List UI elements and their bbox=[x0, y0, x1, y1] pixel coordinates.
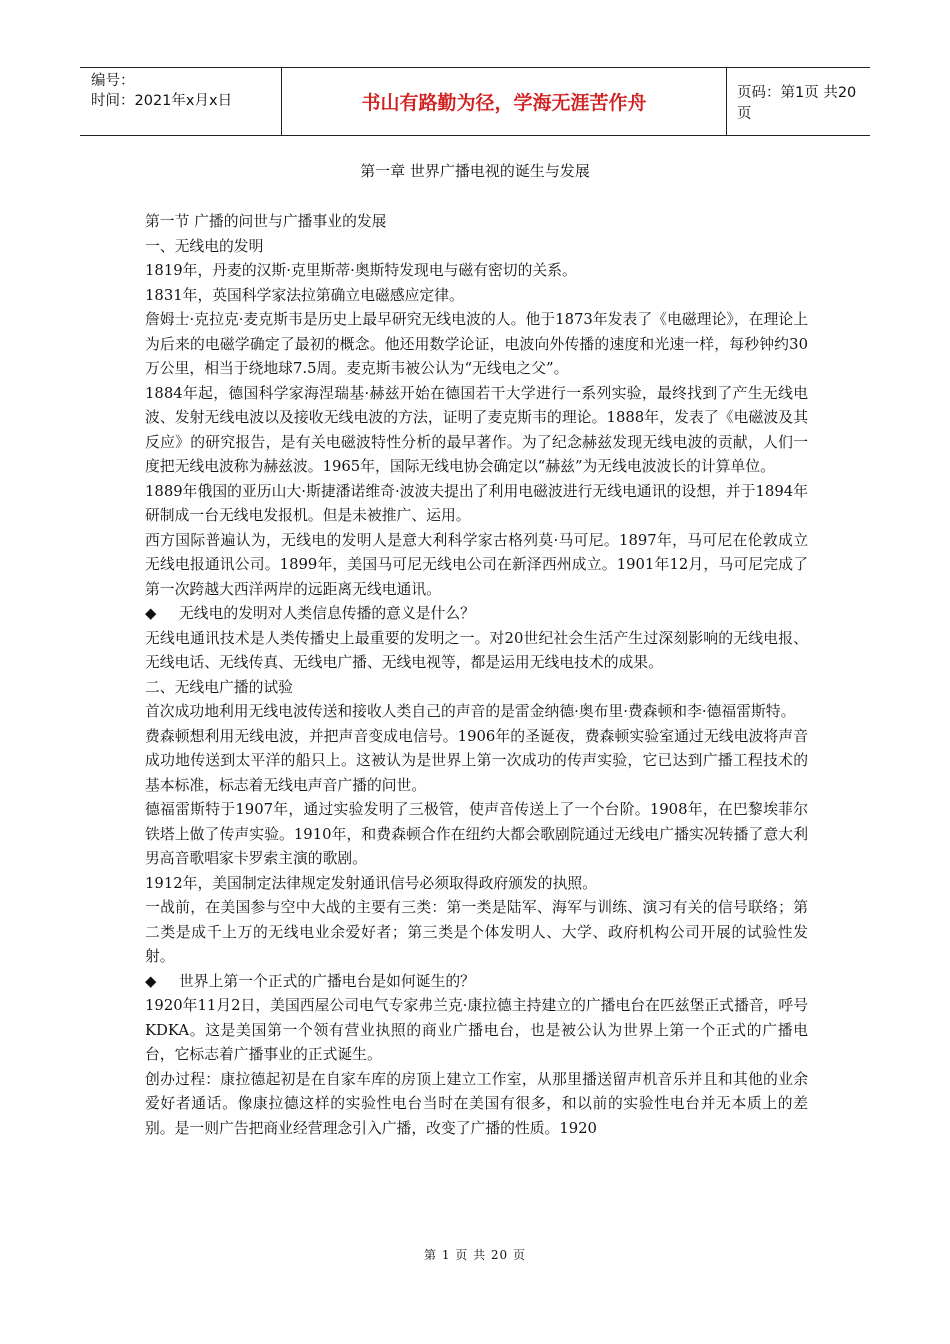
page-header bbox=[80, 67, 870, 136]
time-label: 时间：2021年x月x日 bbox=[91, 93, 233, 109]
paragraph: 1920年11月2日，美国西屋公司电气专家弗兰克·康拉德主持建立的广播电台在匹兹堡正式播音，呼号KDKA。这是美国第一个领有营业执照的商业广播电台，也是被公认为世界上第一个正式的广播电台，它标志着广播事业的正式诞生。 bbox=[145, 997, 808, 1063]
header-motto: 书山有路勤为径，学海无涯苦作舟 bbox=[282, 68, 727, 135]
document-body bbox=[145, 210, 808, 1141]
paragraph: 无线电通讯技术是人类传播史上最重要的发明之一。对20世纪社会生活产生过深刻影响的无线电报、无线电话、无线传真、无线电广播、无线电视等，都是运用无线电技术的成果。 bbox=[145, 629, 808, 671]
paragraph: 费森顿想利用无线电波，并把声音变成电信号。1906年的圣诞夜，费森顿实验室通过无线电波将声音成功地传送到太平洋的船只上。这被认为是世界上第一次成功的传声实验，它已达到广播工程技术的基本标准，标志着无线电声音广播的问世。 bbox=[145, 727, 808, 794]
paragraph: 1889年俄国的亚历山大·斯捷潘诺维奇·波波夫提出了利用电磁波进行无线电通讯的设想，并于1894年研制成一台无线电发报机。但是未被推广、运用。 bbox=[145, 482, 808, 524]
subsection-heading: 二、无线电广播的试验 bbox=[145, 678, 293, 696]
paragraph: 1831年，英国科学家法拉第确立电磁感应定律。 bbox=[145, 286, 464, 304]
paragraph: 一战前，在美国参与空中大战的主要有三类：第一类是陆军、海军与训练、演习有关的信号联络；第二类是成千上万的无线电业余爱好者；第三类是个体发明人、大学、政府机构公司开展的试验性发射。 bbox=[145, 899, 808, 965]
paragraph: 1884年起，德国科学家海涅瑞基·赫兹开始在德国若干大学进行一系列实验，最终找到了产生无线电波、发射无线电波以及接收无线电波的方法，证明了麦克斯韦的理论。1888年，发表了《电磁波及其反应》的研究报告，是有关电磁波特性分析的最早著作。为了纪念赫兹发现无线电波的贡献，人们一度把无线电波称为赫兹波。1965年，国际无线电协会确定以“赫兹”为无线电波波长的计算单位。 bbox=[145, 384, 808, 475]
bullet-question bbox=[145, 602, 808, 627]
question-text: 世界上第一个正式的广播电台是如何诞生的？ bbox=[179, 972, 475, 990]
subsection-heading: 一、无线电的发明 bbox=[145, 237, 264, 255]
paragraph: 1819年，丹麦的汉斯·克里斯蒂·奥斯特发现电与磁有密切的关系。 bbox=[145, 262, 577, 279]
diamond-bullet-icon: ◆ bbox=[145, 605, 157, 622]
page-footer: 第 1 页 共 20 页 bbox=[424, 1248, 526, 1262]
code-label: 编号： bbox=[91, 73, 135, 89]
paragraph: 首次成功地利用无线电波传送和接收人类自己的声音的是雷金纳德·奥布里·费森顿和李·德福雷斯特。 bbox=[145, 703, 796, 720]
paragraph: 1912年，美国制定法律规定发射通讯信号必须取得政府颁发的执照。 bbox=[145, 874, 597, 892]
question-text: 无线电的发明对人类信息传播的意义是什么？ bbox=[179, 605, 475, 622]
bullet-question bbox=[145, 970, 808, 995]
paragraph: 西方国际普遍认为，无线电的发明人是意大利科学家古格列莫·马可尼。1897年，马可尼在伦敦成立无线电报通讯公司。1899年，美国马可尼无线电公司在新泽西州成立。1901年12月，马可尼完成了第一次跨越大西洋两岸的远距离无线电通讯。 bbox=[145, 531, 808, 598]
section-heading: 第一节 广播的问世与广播事业的发展 bbox=[145, 213, 387, 230]
paragraph: 詹姆士·克拉克·麦克斯韦是历史上最早研究无线电波的人。他于1873年发表了《电磁理论》，在理论上为后来的电磁学确定了最初的概念。他还用数学论证，电波向外传播的速度和光速一样，每秒钟约30万公里，相当于绕地球7.5周。麦克斯韦被公认为“无线电之父”。 bbox=[145, 311, 808, 377]
paragraph: 创办过程：康拉德起初是在自家车库的房顶上建立工作室，从那里播送留声机音乐并且和其他的业余爱好者通话。像康拉德这样的实验性电台当时在美国有很多，和以前的实验性电台并无本质上的差别。是一则广告把商业经营理念引入广播，改变了广播的性质。1920 bbox=[145, 1070, 808, 1137]
header-meta bbox=[80, 68, 282, 135]
paragraph: 德福雷斯特于1907年，通过实验发明了三极管，使声音传送上了一个台阶。1908年，在巴黎埃菲尔铁塔上做了传声实验。1910年，和费森顿合作在纽约大都会歌剧院通过无线电广播实况转播了意大利男高音歌唱家卡罗索主演的歌剧。 bbox=[145, 801, 808, 867]
header-page-label: 页码：第1页 共20页 bbox=[737, 84, 857, 122]
chapter-title: 第一章 世界广播电视的诞生与发展 bbox=[360, 162, 590, 180]
diamond-bullet-icon: ◆ bbox=[145, 972, 157, 990]
